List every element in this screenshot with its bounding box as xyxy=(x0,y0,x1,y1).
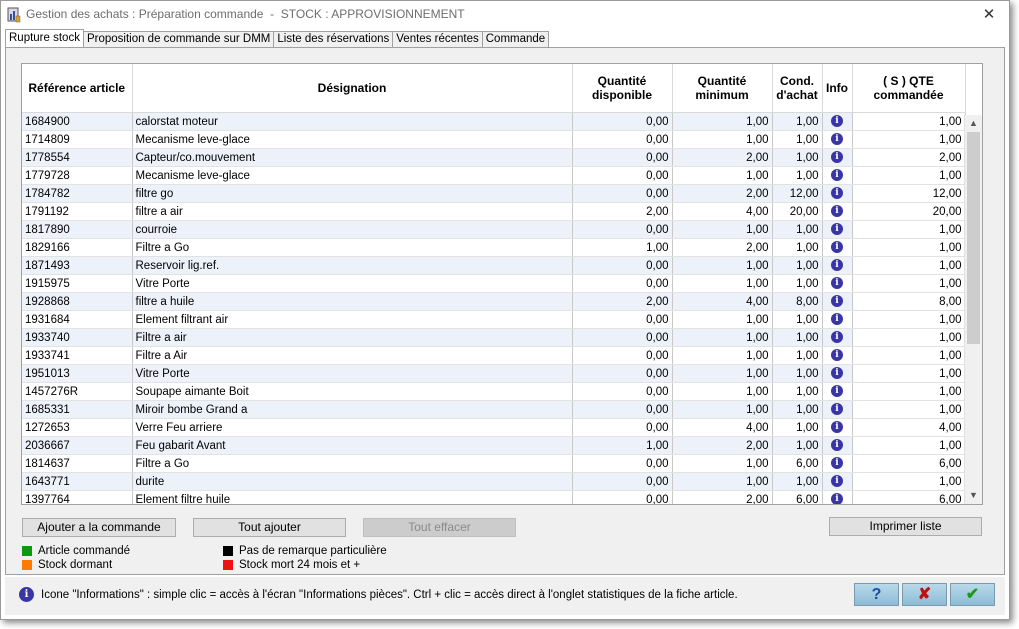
cell-cond-achat: 1,00 xyxy=(772,329,822,347)
legend-pas-de-remarque: Pas de remarque particulière xyxy=(223,545,387,557)
col-header-qte-commandee[interactable]: ( S ) QTE commandée xyxy=(852,64,965,113)
cell-qte-minimum: 1,00 xyxy=(672,401,772,419)
cell-reference: 1814637 xyxy=(22,455,132,473)
cell-qte-minimum: 1,00 xyxy=(672,221,772,239)
cell-cond-achat: 1,00 xyxy=(772,365,822,383)
cell-cond-achat: 1,00 xyxy=(772,347,822,365)
cell-qte-disponible: 0,00 xyxy=(572,149,672,167)
cell-qte-disponible: 2,00 xyxy=(572,203,672,221)
cell-reference: 1931684 xyxy=(22,311,132,329)
cell-info xyxy=(822,491,852,506)
info-icon[interactable]: i xyxy=(831,241,843,253)
vertical-scrollbar[interactable] xyxy=(964,115,982,504)
cell-designation: Filtre a Air xyxy=(132,347,572,365)
cell-designation: filtre a huile xyxy=(132,293,572,311)
cell-qte-disponible: 0,00 xyxy=(572,383,672,401)
cell-cond-achat: 6,00 xyxy=(772,491,822,506)
cell-qte-commandee[interactable]: 1,00 xyxy=(852,473,965,491)
title-bar xyxy=(1,1,1009,29)
cell-designation: Mecanisme leve-glace xyxy=(132,167,572,185)
info-icon[interactable]: i xyxy=(831,295,843,307)
col-header-info[interactable]: Info xyxy=(822,64,852,113)
legend-article-commande: Article commandé xyxy=(22,545,130,557)
tab-proposition-commande[interactable]: Proposition de commande sur DMM xyxy=(83,31,274,47)
cell-qte-commandee[interactable]: 4,00 xyxy=(852,419,965,437)
cell-info xyxy=(822,473,852,491)
cell-designation: filtre a air xyxy=(132,203,572,221)
cell-reference: 1928868 xyxy=(22,293,132,311)
cell-qte-commandee[interactable]: 1,00 xyxy=(852,329,965,347)
cell-info xyxy=(822,131,852,149)
cell-qte-disponible: 0,00 xyxy=(572,401,672,419)
col-header-qte-disponible[interactable]: Quantité disponible xyxy=(572,64,672,113)
cell-qte-commandee[interactable]: 6,00 xyxy=(852,491,965,506)
cell-qte-minimum: 1,00 xyxy=(672,257,772,275)
cell-qte-disponible: 0,00 xyxy=(572,455,672,473)
cell-qte-disponible: 1,00 xyxy=(572,437,672,455)
cell-reference: 1871493 xyxy=(22,257,132,275)
cell-reference: 1397764 xyxy=(22,491,132,506)
stock-grid[interactable] xyxy=(21,63,983,505)
close-icon[interactable]: ✕ xyxy=(982,6,996,23)
table-row[interactable] xyxy=(22,401,965,419)
cell-info xyxy=(822,437,852,455)
cell-cond-achat: 6,00 xyxy=(772,455,822,473)
cell-qte-commandee[interactable]: 1,00 xyxy=(852,113,965,131)
cell-reference: 1643771 xyxy=(22,473,132,491)
cell-reference: 1829166 xyxy=(22,239,132,257)
cell-qte-commandee[interactable]: 1,00 xyxy=(852,365,965,383)
cell-info xyxy=(822,167,852,185)
cell-qte-minimum: 1,00 xyxy=(672,347,772,365)
status-text: Icone "Informations" : simple clic = accès à l'écran "Informations pièces". Ctrl + clic = accès direct à l'onglet statistiques de la fiche article. xyxy=(41,589,738,601)
cell-designation: Capteur/co.mouvement xyxy=(132,149,572,167)
cell-info xyxy=(822,365,852,383)
cell-qte-minimum: 2,00 xyxy=(672,185,772,203)
cell-qte-disponible: 0,00 xyxy=(572,113,672,131)
cell-reference: 1784782 xyxy=(22,185,132,203)
cell-info xyxy=(822,149,852,167)
cell-qte-minimum: 2,00 xyxy=(672,437,772,455)
cell-info xyxy=(822,401,852,419)
cell-qte-commandee[interactable]: 6,00 xyxy=(852,455,965,473)
cell-qte-minimum: 1,00 xyxy=(672,113,772,131)
info-icon[interactable]: i xyxy=(831,331,843,343)
cell-designation: durite xyxy=(132,473,572,491)
cell-reference: 1684900 xyxy=(22,113,132,131)
cell-qte-minimum: 1,00 xyxy=(672,365,772,383)
app-icon xyxy=(7,6,22,23)
cell-cond-achat: 1,00 xyxy=(772,437,822,455)
clear-all-button[interactable]: Tout effacer xyxy=(363,518,516,537)
tab-panel xyxy=(5,47,1005,575)
cell-qte-commandee[interactable]: 2,00 xyxy=(852,149,965,167)
table-row[interactable] xyxy=(22,419,965,437)
cell-cond-achat: 1,00 xyxy=(772,221,822,239)
cell-info xyxy=(822,221,852,239)
cell-cond-achat: 1,00 xyxy=(772,257,822,275)
info-icon[interactable]: i xyxy=(831,133,843,145)
cancel-button[interactable]: ✘ xyxy=(902,583,947,606)
cell-qte-disponible: 0,00 xyxy=(572,419,672,437)
cell-reference: 1951013 xyxy=(22,365,132,383)
cell-reference: 1457276R xyxy=(22,383,132,401)
cell-reference: 1791192 xyxy=(22,203,132,221)
cell-designation: Vitre Porte xyxy=(132,275,572,293)
cell-qte-minimum: 1,00 xyxy=(672,275,772,293)
cell-info xyxy=(822,329,852,347)
scroll-up-icon[interactable]: ▲ xyxy=(969,118,978,128)
cell-reference: 2036667 xyxy=(22,437,132,455)
table-row[interactable] xyxy=(22,383,965,401)
cell-reference: 1778554 xyxy=(22,149,132,167)
cell-qte-commandee[interactable]: 20,00 xyxy=(852,203,965,221)
cell-qte-minimum: 1,00 xyxy=(672,455,772,473)
cell-cond-achat: 1,00 xyxy=(772,419,822,437)
cell-designation: Vitre Porte xyxy=(132,365,572,383)
legend-swatch xyxy=(22,560,32,570)
ok-button[interactable]: ✔ xyxy=(950,583,995,606)
table-row[interactable] xyxy=(22,311,965,329)
cell-qte-disponible: 0,00 xyxy=(572,491,672,506)
table-row[interactable] xyxy=(22,275,965,293)
cell-info xyxy=(822,113,852,131)
cell-info xyxy=(822,257,852,275)
table-row[interactable] xyxy=(22,329,965,347)
cell-qte-commandee[interactable]: 1,00 xyxy=(852,383,965,401)
tab-liste-reservations[interactable]: Liste des réservations xyxy=(273,31,393,47)
cell-cond-achat: 1,00 xyxy=(772,383,822,401)
cell-reference: 1933741 xyxy=(22,347,132,365)
table-row[interactable] xyxy=(22,491,965,506)
cell-info xyxy=(822,275,852,293)
legend-swatch xyxy=(22,546,32,556)
cell-qte-minimum: 4,00 xyxy=(672,419,772,437)
info-icon[interactable]: i xyxy=(831,187,843,199)
cell-qte-commandee[interactable]: 1,00 xyxy=(852,347,965,365)
info-icon[interactable]: i xyxy=(831,457,843,469)
table-row[interactable] xyxy=(22,131,965,149)
cell-info xyxy=(822,203,852,221)
info-icon[interactable]: i xyxy=(831,205,843,217)
cell-qte-disponible: 0,00 xyxy=(572,185,672,203)
cell-cond-achat: 1,00 xyxy=(772,401,822,419)
add-to-order-button[interactable]: Ajouter a la commande xyxy=(22,518,176,537)
table-row[interactable] xyxy=(22,455,965,473)
cell-qte-disponible: 0,00 xyxy=(572,311,672,329)
cell-cond-achat: 1,00 xyxy=(772,473,822,491)
cell-qte-disponible: 0,00 xyxy=(572,275,672,293)
cell-reference: 1685331 xyxy=(22,401,132,419)
table-row[interactable] xyxy=(22,113,965,131)
cell-qte-disponible: 0,00 xyxy=(572,221,672,239)
table-row[interactable] xyxy=(22,473,965,491)
table-header xyxy=(22,64,965,113)
col-header-reference[interactable]: Référence article xyxy=(22,64,132,113)
info-icon[interactable]: i xyxy=(831,277,843,289)
col-header-qte-minimum[interactable]: Quantité minimum xyxy=(672,64,772,113)
cell-designation: Filtre a Go xyxy=(132,239,572,257)
cell-info xyxy=(822,455,852,473)
table-row[interactable] xyxy=(22,437,965,455)
info-icon[interactable]: i xyxy=(831,115,843,127)
cell-qte-disponible: 0,00 xyxy=(572,347,672,365)
cell-designation: Reservoir lig.ref. xyxy=(132,257,572,275)
cell-cond-achat: 1,00 xyxy=(772,275,822,293)
cell-designation: filtre go xyxy=(132,185,572,203)
cell-qte-commandee[interactable]: 1,00 xyxy=(852,131,965,149)
help-button[interactable]: ? xyxy=(854,583,899,606)
info-icon[interactable]: i xyxy=(831,403,843,415)
cell-qte-disponible: 0,00 xyxy=(572,365,672,383)
cell-info xyxy=(822,293,852,311)
cell-info xyxy=(822,383,852,401)
info-icon[interactable]: i xyxy=(831,223,843,235)
cell-qte-minimum: 1,00 xyxy=(672,329,772,347)
cell-qte-commandee[interactable]: 1,00 xyxy=(852,437,965,455)
add-all-button[interactable]: Tout ajouter xyxy=(193,518,346,537)
cell-qte-commandee[interactable]: 12,00 xyxy=(852,185,965,203)
info-icon[interactable]: i xyxy=(831,151,843,163)
cell-qte-commandee[interactable]: 8,00 xyxy=(852,293,965,311)
cell-qte-minimum: 1,00 xyxy=(672,473,772,491)
info-icon[interactable]: i xyxy=(831,385,843,397)
table-row[interactable] xyxy=(22,365,965,383)
cell-qte-disponible: 0,00 xyxy=(572,329,672,347)
cell-qte-disponible: 0,00 xyxy=(572,131,672,149)
cell-reference: 1915975 xyxy=(22,275,132,293)
legend-swatch xyxy=(223,560,233,570)
info-icon[interactable]: i xyxy=(831,259,843,271)
cell-qte-commandee[interactable]: 1,00 xyxy=(852,401,965,419)
cell-cond-achat: 8,00 xyxy=(772,293,822,311)
print-list-button[interactable]: Imprimer liste xyxy=(829,517,982,536)
info-icon[interactable]: i xyxy=(831,313,843,325)
cell-designation: courroie xyxy=(132,221,572,239)
table-row[interactable] xyxy=(22,149,965,167)
table-row[interactable] xyxy=(22,293,965,311)
cell-qte-commandee[interactable]: 1,00 xyxy=(852,167,965,185)
cell-designation: Verre Feu arriere xyxy=(132,419,572,437)
cell-cond-achat: 1,00 xyxy=(772,239,822,257)
cell-qte-commandee[interactable]: 1,00 xyxy=(852,275,965,293)
cell-qte-minimum: 1,00 xyxy=(672,311,772,329)
table-row[interactable] xyxy=(22,167,965,185)
cell-qte-minimum: 2,00 xyxy=(672,491,772,506)
cell-designation: Element filtre huile xyxy=(132,491,572,506)
info-icon[interactable]: i xyxy=(831,367,843,379)
cell-info xyxy=(822,185,852,203)
cell-qte-commandee[interactable]: 1,00 xyxy=(852,221,965,239)
tab-ventes-recentes[interactable]: Ventes récentes xyxy=(392,31,482,47)
cell-qte-disponible: 2,00 xyxy=(572,293,672,311)
tab-commande[interactable]: Commande xyxy=(482,31,549,47)
info-icon[interactable]: i xyxy=(831,475,843,487)
cell-cond-achat: 1,00 xyxy=(772,131,822,149)
cell-info xyxy=(822,419,852,437)
legend-stock-mort: Stock mort 24 mois et + xyxy=(223,559,360,571)
info-icon: i xyxy=(19,587,34,602)
cell-info xyxy=(822,311,852,329)
cell-qte-commandee[interactable]: 1,00 xyxy=(852,257,965,275)
legend-swatch xyxy=(223,546,233,556)
table-row[interactable] xyxy=(22,257,965,275)
info-icon[interactable]: i xyxy=(831,439,843,451)
info-icon[interactable]: i xyxy=(831,493,843,505)
cell-cond-achat: 20,00 xyxy=(772,203,822,221)
cell-cond-achat: 1,00 xyxy=(772,311,822,329)
cell-reference: 1933740 xyxy=(22,329,132,347)
tab-bar xyxy=(5,30,548,47)
cell-qte-minimum: 4,00 xyxy=(672,293,772,311)
cell-qte-minimum: 2,00 xyxy=(672,239,772,257)
cell-cond-achat: 12,00 xyxy=(772,185,822,203)
table-row[interactable] xyxy=(22,203,965,221)
cell-qte-disponible: 1,00 xyxy=(572,239,672,257)
info-icon[interactable]: i xyxy=(831,169,843,181)
cell-qte-minimum: 1,00 xyxy=(672,383,772,401)
table-row[interactable] xyxy=(22,347,965,365)
cell-reference: 1779728 xyxy=(22,167,132,185)
cell-qte-minimum: 1,00 xyxy=(672,131,772,149)
scroll-down-icon[interactable]: ▼ xyxy=(969,490,978,500)
cell-info xyxy=(822,347,852,365)
cell-qte-disponible: 0,00 xyxy=(572,473,672,491)
cell-info xyxy=(822,239,852,257)
cell-reference: 1817890 xyxy=(22,221,132,239)
table-row[interactable] xyxy=(22,221,965,239)
tab-rupture-stock[interactable]: Rupture stock xyxy=(5,29,84,47)
cell-designation: Filtre a air xyxy=(132,329,572,347)
legend-stock-dormant: Stock dormant xyxy=(22,559,112,571)
col-header-cond-achat[interactable]: Cond. d'achat xyxy=(772,64,822,113)
table-row[interactable] xyxy=(22,185,965,203)
cell-reference: 1714809 xyxy=(22,131,132,149)
info-icon[interactable]: i xyxy=(831,349,843,361)
stock-table xyxy=(22,64,966,505)
scroll-thumb[interactable] xyxy=(967,132,980,344)
status-bar xyxy=(5,577,1005,615)
cell-cond-achat: 1,00 xyxy=(772,167,822,185)
cell-designation: Mecanisme leve-glace xyxy=(132,131,572,149)
cell-reference: 1272653 xyxy=(22,419,132,437)
cell-designation: Soupape aimante Boit xyxy=(132,383,572,401)
info-icon[interactable]: i xyxy=(831,421,843,433)
cell-qte-commandee[interactable]: 1,00 xyxy=(852,239,965,257)
cell-qte-commandee[interactable]: 1,00 xyxy=(852,311,965,329)
cell-designation: Element filtrant air xyxy=(132,311,572,329)
cell-designation: calorstat moteur xyxy=(132,113,572,131)
cell-qte-minimum: 2,00 xyxy=(672,149,772,167)
cell-designation: Miroir bombe Grand a xyxy=(132,401,572,419)
cell-qte-disponible: 0,00 xyxy=(572,257,672,275)
table-row[interactable] xyxy=(22,239,965,257)
cell-qte-minimum: 4,00 xyxy=(672,203,772,221)
cell-qte-minimum: 1,00 xyxy=(672,167,772,185)
col-header-designation[interactable]: Désignation xyxy=(132,64,572,113)
cell-designation: Feu gabarit Avant xyxy=(132,437,572,455)
window-title: Gestion des achats : Préparation commande - STOCK : APPROVISIONNEMENT xyxy=(26,7,465,21)
cell-cond-achat: 1,00 xyxy=(772,113,822,131)
cell-designation: Filtre a Go xyxy=(132,455,572,473)
cell-qte-disponible: 0,00 xyxy=(572,167,672,185)
cell-cond-achat: 1,00 xyxy=(772,149,822,167)
